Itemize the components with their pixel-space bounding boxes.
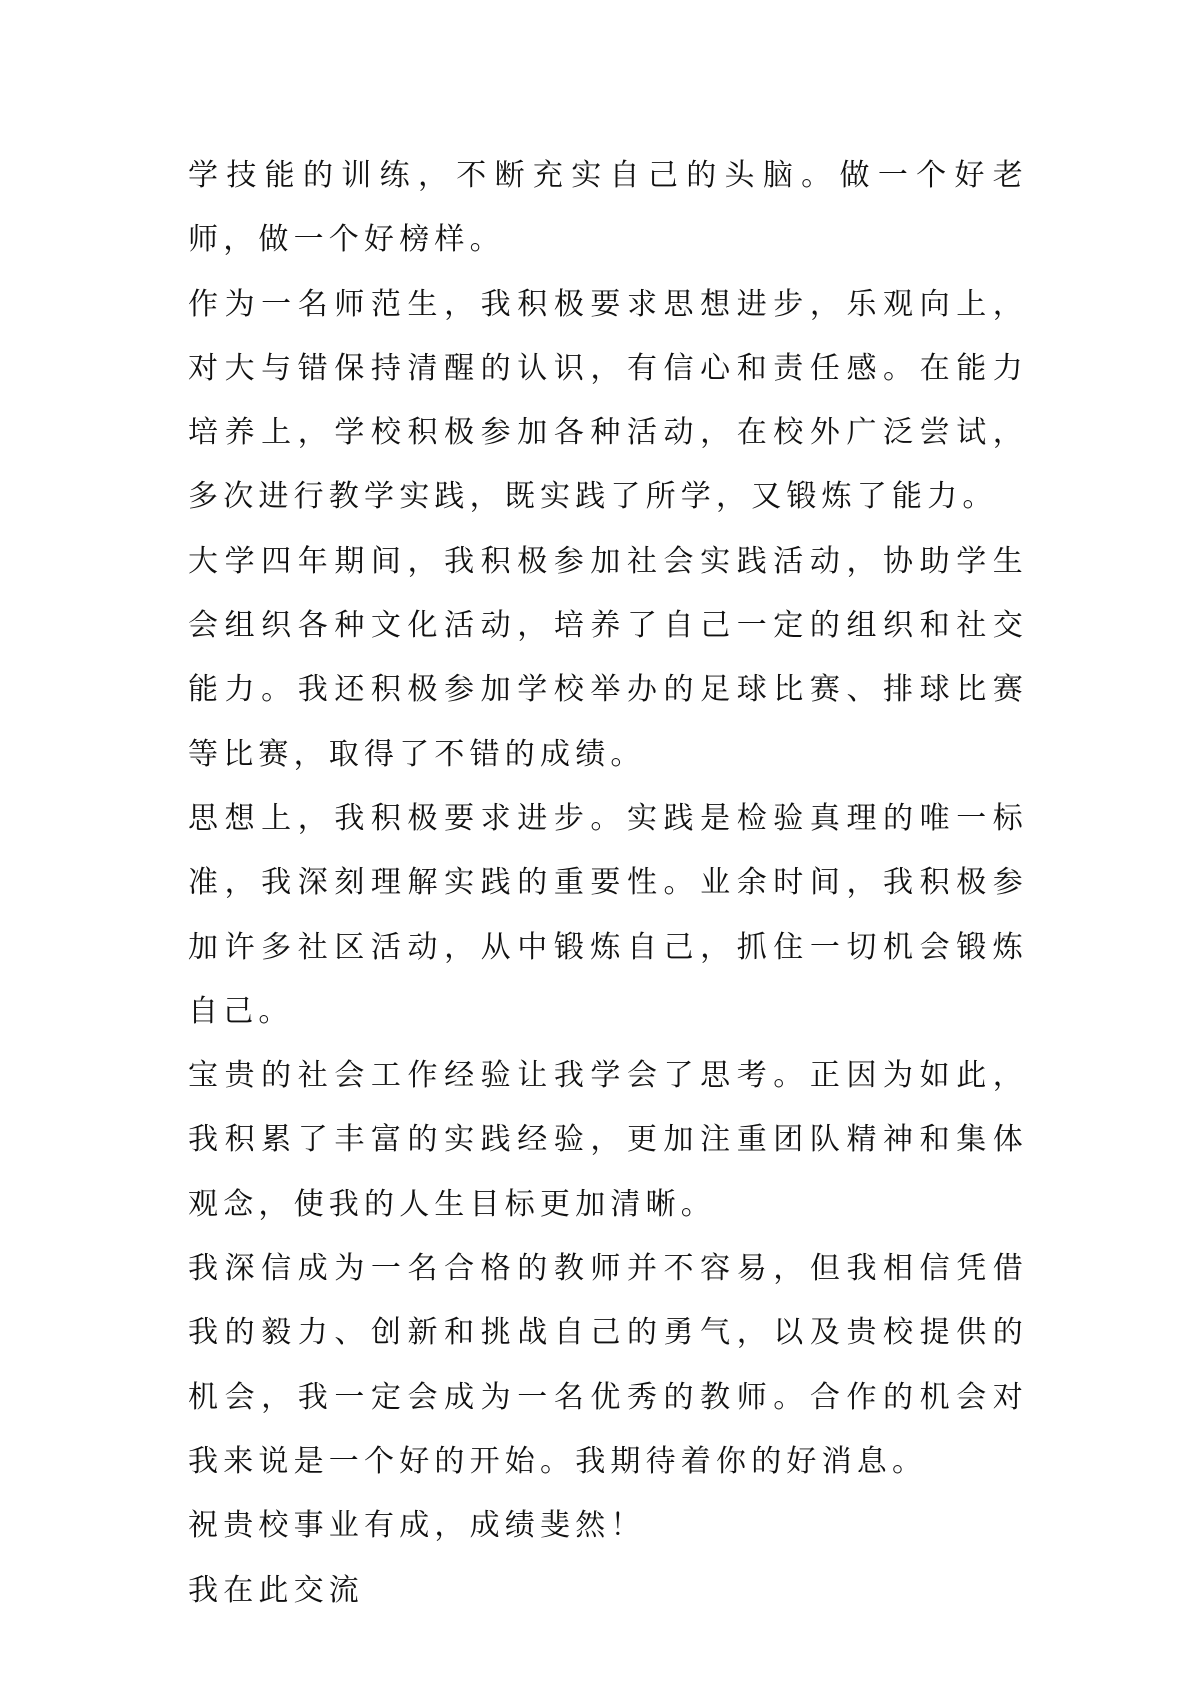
paragraph-work-experience: 宝贵的社会工作经验让我学会了思考。正因为如此，我积累了丰富的实践经验，更加注重团队精神和集体观念，使我的人生目标更加清晰。 [188, 1058, 1028, 1222]
paragraph-student-attitude: 作为一名师范生，我积极要求思想进步，乐观向上，对大与错保持清醒的认识，有信心和责任感。在能力培养上，学校积极参加各种活动，在校外广泛尝试，多次进行教学实践，既实践了所学，又锻炼了能力。 [188, 286, 1028, 515]
paragraph-conclusion: 我深信成为一名合格的教师并不容易，但我相信凭借我的毅力、创新和挑战自己的勇气，以及贵校提供的机会，我一定会成为一名优秀的教师。合作的机会对我来说是一个好的开始。我期待着你的好消息。 [188, 1251, 1028, 1479]
paragraph-closing: 我在此交流 [188, 1572, 364, 1608]
paragraph-university-activities: 大学四年期间，我积极参加社会实践活动，协助学生会组织各种文化活动，培养了自己一定的组织和社交能力。我还积极参加学校举办的足球比赛、排球比赛等比赛，取得了不错的成绩。 [188, 543, 1028, 772]
paragraph-wishes: 祝贵校事业有成，成绩斐然！ [188, 1508, 646, 1544]
paragraph-thinking-progress: 思想上，我积极要求进步。实践是检验真理的唯一标准，我深刻理解实践的重要性。业余时间，我积极参加许多社区活动，从中锻炼自己，抓住一切机会锻炼自己。 [188, 800, 1028, 1029]
letter-body [188, 144, 1028, 1623]
paragraph-skills: 学技能的训练，不断充实自己的头脑。做一个好老师，做一个好榜样。 [188, 158, 1028, 258]
